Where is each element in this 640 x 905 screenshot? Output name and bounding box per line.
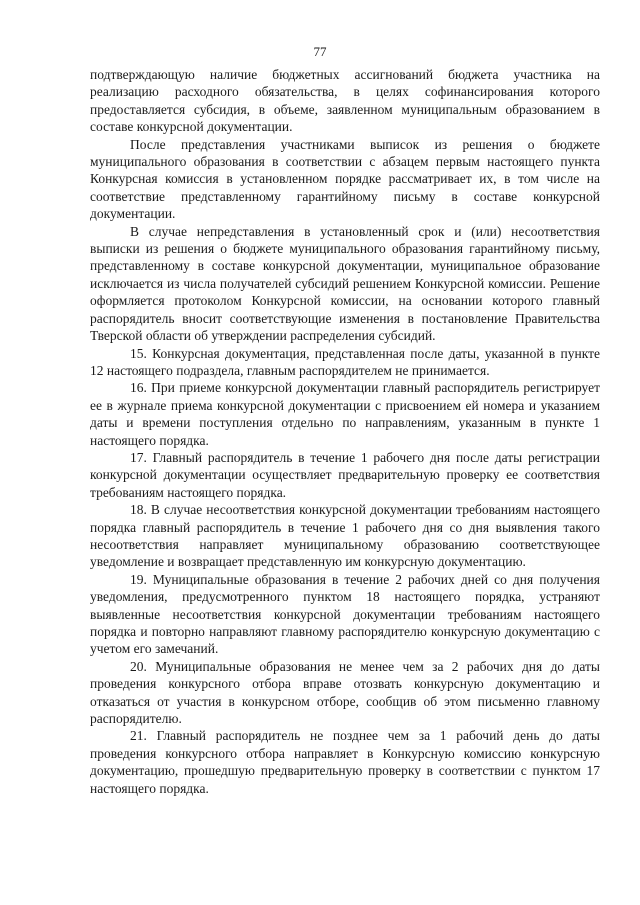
paragraph-exclusion-of-municipality: В случае непредставления в установленный срок и (или) несоответствия выписки из решения о бюджете муниципального образования гарантийному письму, представленному в составе конкурсной документации, муниципальное образование исключается из числа получателей субсидий решением Конкурсной комиссии. Решение оформляется протоколом Конкурсной комиссии, на основании которого главный распорядитель вносит соответствующие изменения в постановление Правительства Тверской области об утверждении распределения субсидий.	[90, 223, 600, 344]
paragraph-budget-extracts-review: После представления участниками выписок из решения о бюджете муниципального образования в соответствии с абзацем первым настоящего пункта Конкурсная комиссия в установленном порядке рассматривает их, в том числе на соответствие представленному гарантийному письму в составе конкурсной документации.	[90, 136, 600, 222]
paragraph-continuation: подтверждающую наличие бюджетных ассигнований бюджета участника на реализацию расходного обязательства, в целях софинансирования которого предоставляется субсидия, в объеме, заявленном муниципальным образованием в составе конкурсной документации.	[90, 67, 600, 135]
paragraph-item-16: 16. При приеме конкурсной документации главный распорядитель регистрирует ее в журнале приема конкурсной документации с присвоением ей номера и указанием даты и времени поступления отдельно по направлениям, указанным в пункте 1 настоящего порядка.	[90, 380, 600, 448]
paragraph-item-20: 20. Муниципальные образования не менее чем за 2 рабочих дня до даты проведения конкурсного отбора вправе отозвать конкурсную документацию и отказаться от участия в конкурсном отборе, сообщив об этом письменно главному распорядителю.	[90, 658, 600, 727]
paragraph-item-19: 19. Муниципальные образования в течение 2 рабочих дней со дня получения уведомления, предусмотренного пунктом 18 настоящего порядка, устраняют выявленные несоответствия конкурсной документации требованиям настоящего порядка и повторно направляют главному распорядителю конкурсную документацию с учетом его замечаний.	[90, 571, 600, 657]
paragraph-item-21: 21. Главный распорядитель не позднее чем за 1 рабочий день до даты проведения конкурсного отбора направляет в Конкурсную комиссию конкурсную документацию, прошедшую предварительную проверку в соответствии с пунктом 17 настоящего порядка.	[90, 728, 600, 796]
paragraph-item-15: 15. Конкурсная документация, представленная после даты, указанной в пункте 12 настоящего подраздела, главным распорядителем не принимается.	[90, 345, 600, 378]
paragraph-item-18: 18. В случае несоответствия конкурсной документации требованиям настоящего порядка главный распорядитель в течение 1 рабочего дня со дня выявления такого несоответствия направляет муниципальному образованию соответствующее уведомление и возвращает представленную им конкурсную документацию.	[90, 502, 600, 570]
paragraph-item-17: 17. Главный распорядитель в течение 1 рабочего дня после даты регистрации конкурсной документации осуществляет предварительную проверку ее соответствия требованиям настоящего порядка.	[90, 449, 600, 500]
page-body	[90, 66, 600, 797]
page-number: 77	[313, 44, 327, 59]
